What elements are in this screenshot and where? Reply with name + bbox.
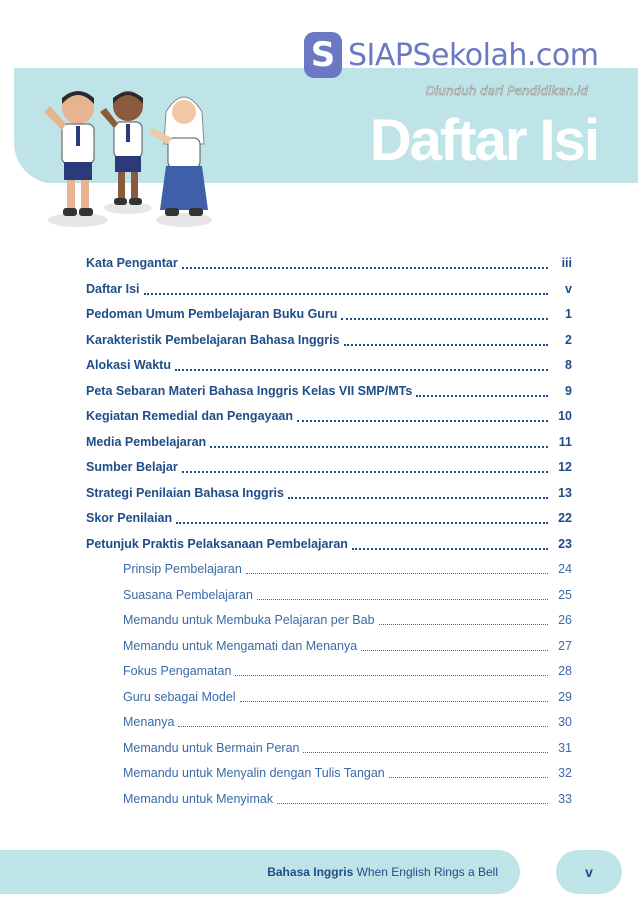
page-number-badge: v: [556, 850, 622, 894]
toc-entry[interactable]: [86, 613, 572, 639]
toc-dot-leader: [389, 766, 548, 778]
toc-entry-title: Memandu untuk Menyimak: [123, 791, 274, 806]
students-illustration: [38, 82, 224, 242]
toc-entry-title: Menanya: [123, 715, 175, 729]
logo-mark-icon: S: [304, 32, 342, 78]
toc-dot-leader: [182, 256, 548, 269]
toc-entry[interactable]: [86, 384, 572, 410]
toc-dot-leader: [182, 460, 548, 473]
site-logo[interactable]: [304, 29, 620, 81]
toc-entry[interactable]: [86, 664, 572, 690]
toc-dot-leader: [175, 358, 548, 371]
toc-entry-page: 8: [565, 358, 572, 372]
toc-entry-page: 13: [558, 485, 572, 500]
toc-entry[interactable]: [86, 639, 572, 665]
toc-entry[interactable]: [86, 690, 572, 716]
toc-dot-leader: [210, 435, 548, 448]
toc-dot-leader: [246, 562, 548, 574]
toc-entry-page: 33: [558, 791, 572, 806]
toc-entry-title: Sumber Belajar: [86, 460, 178, 474]
student-girl-right-icon: [150, 97, 212, 227]
toc-entry[interactable]: [86, 562, 572, 588]
download-note: Diunduh dari Pendidikan.id: [425, 84, 588, 98]
toc-entry-page: 29: [558, 689, 572, 704]
toc-entry[interactable]: [86, 715, 572, 741]
toc-entry-page: 2: [565, 332, 572, 347]
student-boy-middle-icon: [100, 91, 152, 214]
toc-entry-title: Petunjuk Praktis Pelaksanaan Pembelajaran: [86, 536, 348, 551]
toc-entry-title: Suasana Pembelajaran: [123, 587, 253, 602]
footer-book-title: When English Rings a Bell: [356, 865, 498, 879]
logo-text: SIAPSekolah.com: [348, 37, 599, 73]
toc-dot-leader: [235, 664, 548, 676]
toc-entry[interactable]: [86, 460, 572, 486]
page-title: Daftar Isi: [369, 108, 598, 173]
toc-entry[interactable]: [86, 766, 572, 792]
toc-entry[interactable]: [86, 307, 572, 333]
toc-entry-page: 32: [558, 766, 572, 780]
toc-entry[interactable]: [86, 486, 572, 512]
toc-dot-leader: [361, 639, 548, 651]
toc-dot-leader: [288, 486, 548, 499]
toc-dot-leader: [416, 384, 548, 397]
toc-entry[interactable]: [86, 511, 572, 537]
toc-dot-leader: [240, 690, 548, 702]
toc-entry-title: Memandu untuk Mengamati dan Menanya: [123, 638, 358, 653]
toc-entry-page: 25: [558, 587, 572, 602]
toc-entry[interactable]: [86, 537, 572, 563]
toc-entry-title: Skor Penilaian: [86, 511, 173, 525]
toc-entry-page: 9: [565, 383, 572, 398]
toc-entry-title: Daftar Isi: [86, 281, 140, 296]
toc-dot-leader: [277, 792, 548, 804]
toc-entry-title: Memandu untuk Membuka Pelajaran per Bab: [123, 613, 375, 627]
toc-entry-page: 12: [558, 460, 572, 474]
toc-entry-page: iii: [561, 256, 572, 270]
student-boy-left-icon: [44, 91, 108, 227]
toc-entry[interactable]: [86, 741, 572, 767]
toc-entry-page: 26: [558, 613, 572, 627]
toc-entry-title: Guru sebagai Model: [123, 689, 236, 704]
toc-entry-page: 28: [558, 664, 572, 678]
toc-entry-title: Kata Pengantar: [86, 256, 178, 270]
toc-entry-title: Fokus Pengamatan: [123, 664, 232, 678]
toc-dot-leader: [303, 741, 548, 753]
toc-dot-leader: [352, 537, 548, 550]
table-of-contents: [86, 256, 572, 817]
toc-entry-title: Memandu untuk Menyalin dengan Tulis Tangan: [123, 766, 385, 780]
toc-entry[interactable]: [86, 256, 572, 282]
toc-entry-title: Prinsip Pembelajaran: [123, 562, 242, 576]
toc-entry-page: 22: [558, 511, 572, 525]
toc-entry-page: 27: [558, 638, 572, 653]
toc-dot-leader: [144, 282, 549, 295]
toc-entry-title: Pedoman Umum Pembelajaran Buku Guru: [86, 307, 338, 321]
toc-entry-title: Strategi Penilaian Bahasa Inggris: [86, 485, 284, 500]
toc-entry-page: 30: [558, 715, 572, 729]
toc-entry[interactable]: [86, 435, 572, 461]
toc-entry-page: v: [565, 281, 572, 296]
footer-subject: Bahasa Inggris: [267, 865, 354, 879]
toc-entry-title: Kegiatan Remedial dan Pengayaan: [86, 409, 294, 423]
toc-entry-page: 10: [558, 409, 572, 423]
toc-entry-title: Karakteristik Pembelajaran Bahasa Inggris: [86, 332, 340, 347]
toc-dot-leader: [341, 307, 548, 320]
toc-entry-page: 24: [558, 562, 572, 576]
toc-entry[interactable]: [86, 588, 572, 614]
toc-entry[interactable]: [86, 358, 572, 384]
toc-dot-leader: [344, 333, 548, 346]
toc-entry[interactable]: [86, 282, 572, 308]
toc-entry-title: Alokasi Waktu: [86, 358, 171, 372]
toc-entry-page: 31: [558, 740, 572, 755]
toc-entry[interactable]: [86, 409, 572, 435]
toc-dot-leader: [379, 613, 548, 625]
toc-dot-leader: [178, 715, 548, 727]
toc-dot-leader: [176, 511, 548, 524]
toc-entry-title: Media Pembelajaran: [86, 434, 207, 449]
toc-entry-page: 23: [558, 536, 572, 551]
toc-dot-leader: [257, 588, 548, 600]
toc-entry[interactable]: [86, 792, 572, 818]
toc-entry-title: Memandu untuk Bermain Peran: [123, 740, 300, 755]
toc-entry[interactable]: [86, 333, 572, 359]
toc-entry-title: Peta Sebaran Materi Bahasa Inggris Kelas VII SMP/MTs: [86, 383, 413, 398]
footer-text: [0, 865, 498, 879]
toc-entry-page: 1: [565, 307, 572, 321]
toc-dot-leader: [297, 409, 548, 422]
toc-entry-page: 11: [558, 434, 572, 449]
